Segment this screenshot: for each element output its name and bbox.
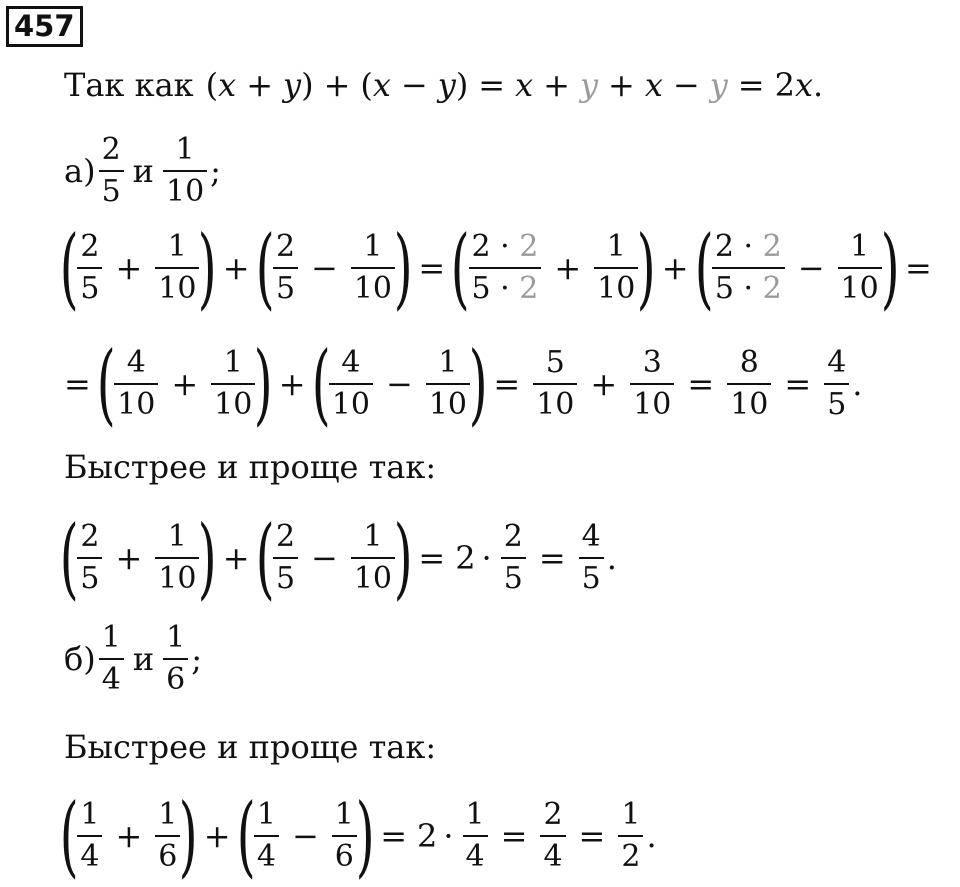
minus: − [311,249,338,287]
plus: + [222,539,250,577]
fraction [163,130,207,212]
numerator: 2 [275,229,296,264]
fraction [329,343,373,425]
denominator: 10 [211,383,255,425]
var-x: x [218,66,237,104]
period: . [646,817,657,855]
denominator: 5 [501,557,526,599]
plus: + [246,66,274,104]
plus: + [203,817,231,855]
left-paren: ( [59,784,79,887]
minus: − [672,66,700,104]
dot: · [481,539,492,577]
fraction [114,343,158,425]
equals: = [493,365,521,403]
denominator: 4 [99,658,124,700]
numerator: 1 [223,345,243,380]
numerator: 4 [126,345,146,380]
denominator: 5 [77,267,102,309]
numerator [469,227,542,267]
numerator: 8 [739,345,759,380]
dot: · [500,271,510,306]
dot: · [443,817,454,855]
var-x: x [515,66,534,104]
fraction [155,227,199,309]
denominator: 10 [594,267,638,309]
denominator: 4 [463,835,488,877]
numerator: 1 [166,620,186,655]
digit: 2 [714,229,734,264]
fraction [273,227,298,309]
fraction [824,343,849,425]
multiplier: 2 [762,229,782,264]
left-paren: ( [236,784,256,887]
fraction [351,227,395,309]
fraction [351,517,395,599]
denominator: 5 [273,557,298,599]
part-b-label: б) [64,640,96,678]
left-paren: ( [96,332,116,435]
part-a-label: а) [64,152,96,190]
intro-prefix: Так как [64,66,194,104]
denominator: 10 [838,267,882,309]
fraction [838,227,882,309]
denominator: 10 [163,170,207,212]
numerator: 1 [101,620,121,655]
denominator: 10 [155,557,199,599]
numerator: 1 [80,797,100,832]
equals: = [380,817,407,855]
var-y: y [437,66,456,104]
equals: = [500,817,528,855]
fraction [273,517,298,599]
paren: ( [205,66,219,104]
minus: − [400,66,428,104]
denominator: 4 [254,835,279,877]
fraction [155,795,180,877]
minus: − [797,249,825,287]
right-paren: ) [637,216,656,319]
multiplier: 2 [519,229,539,264]
dot: · [743,229,754,264]
fraction [727,343,771,425]
fraction [533,343,577,425]
paren: ) [301,66,314,104]
part-a-equation-1 [59,216,942,319]
denominator: 6 [155,835,180,877]
equals: = [538,539,566,577]
fraction [540,795,565,877]
digit: 5 [471,271,491,306]
numerator: 1 [175,132,195,167]
numerator: 1 [256,797,276,832]
denominator: 10 [155,267,199,309]
equals: = [64,365,91,403]
left-paren: ( [450,216,470,319]
plus: + [115,817,143,855]
numerator: 4 [581,519,601,554]
period: . [606,539,617,577]
denominator: 4 [540,835,565,877]
numerator: 1 [621,797,641,832]
numerator [712,227,785,267]
digit: 5 [714,271,734,306]
fraction [99,130,124,212]
right-paren: ) [393,506,413,609]
plus: + [323,66,351,104]
part-a-quick-label: Быстрее и проще так: [64,448,437,486]
numerator: 1 [465,797,485,832]
plus: + [278,365,306,403]
paren: ( [360,66,373,104]
numerator: 2 [101,132,121,167]
equals: = [578,817,606,855]
multiplier: 2 [519,271,539,306]
dot: · [500,229,510,264]
plus: + [661,249,689,287]
plus: + [590,365,618,403]
denominator: 10 [351,267,395,309]
conjunction: и [132,152,154,190]
fraction [332,795,357,877]
period: . [852,365,863,403]
fraction [630,343,674,425]
left-paren: ( [255,506,275,609]
left-paren: ( [59,506,79,609]
denominator: 5 [273,267,298,309]
denominator: 5 [824,383,849,425]
minus: − [291,817,319,855]
numerator: 2 [80,519,100,554]
equals: = [737,66,765,104]
fraction [463,795,488,877]
numerator: 2 [543,797,563,832]
equals: = [418,249,446,287]
numerator: 1 [167,519,187,554]
fraction [155,517,199,599]
part-a-quick-equation [59,506,617,609]
paren: ) [455,66,469,104]
numerator: 1 [606,229,626,264]
equals: = [478,66,506,104]
numerator: 5 [545,345,565,380]
fraction [77,795,102,877]
denominator [469,267,542,309]
part-b-quick-label: Быстрее и проще так: [64,728,437,766]
var-x: x [794,66,814,104]
denominator: 5 [77,557,102,599]
denominator: 6 [163,658,188,700]
semicolon: ; [210,152,221,190]
fraction [77,517,102,599]
coef-2: 2 [774,66,795,104]
minus: − [311,539,338,577]
part-a-header [64,130,221,212]
denominator: 10 [329,383,373,425]
numerator: 1 [167,229,187,264]
intro-line [64,66,823,104]
plus: + [554,249,582,287]
var-y-cancelled: y [579,66,599,104]
denominator: 10 [533,383,577,425]
plus: + [115,249,143,287]
equals: = [687,365,715,403]
conjunction: и [132,640,155,678]
equals: = [418,539,446,577]
fraction [426,343,470,425]
part-b-quick-equation [59,784,657,887]
part-b-header [64,618,202,700]
part-a-equation-2 [64,332,863,435]
left-paren: ( [694,216,714,319]
coef-2: 2 [455,539,476,577]
fraction [501,517,526,599]
denominator: 4 [77,835,102,877]
fraction [163,618,188,700]
plus: + [171,365,199,403]
denominator: 5 [99,170,124,212]
numerator: 4 [341,345,361,380]
fraction [99,618,124,700]
numerator: 3 [642,345,662,380]
fraction [594,227,638,309]
numerator: 1 [438,345,458,380]
plus: + [608,66,635,104]
left-paren: ( [59,216,79,319]
numerator: 1 [363,229,383,264]
right-paren: ) [198,216,218,319]
fraction [579,517,604,599]
right-paren: ) [393,216,413,319]
numerator: 1 [363,519,383,554]
denominator: 6 [332,835,357,877]
right-paren: ) [179,784,198,887]
fraction [254,795,279,877]
plus: + [543,66,570,104]
numerator: 1 [334,797,354,832]
dot: · [743,271,754,306]
right-paren: ) [254,332,273,435]
left-paren: ( [311,332,331,435]
var-y: y [283,66,302,104]
digit: 2 [471,229,491,264]
var-x: x [372,66,391,104]
minus: − [386,365,413,403]
problem-number: 457 [6,6,83,47]
right-paren: ) [355,784,375,887]
var-x: x [644,66,663,104]
fraction [77,227,102,309]
numerator: 2 [503,519,523,554]
right-paren: ) [468,332,488,435]
fraction [618,795,643,877]
right-paren: ) [880,216,900,319]
plus: + [222,249,250,287]
semicolon: ; [191,640,203,678]
denominator: 5 [579,557,604,599]
denominator: 10 [630,383,674,425]
equals: = [905,249,932,287]
period: . [813,66,824,104]
var-y-cancelled: y [709,66,728,104]
numerator: 4 [827,345,847,380]
numerator: 2 [275,519,296,554]
denominator: 10 [727,383,771,425]
denominator: 10 [426,383,470,425]
right-paren: ) [198,506,218,609]
numerator: 2 [80,229,100,264]
plus: + [115,539,143,577]
coef-2: 2 [417,817,438,855]
left-paren: ( [255,216,275,319]
fraction [211,343,255,425]
multiplier: 2 [762,271,782,306]
equals: = [784,365,812,403]
fraction-expanded [712,227,785,309]
denominator: 2 [618,835,643,877]
numerator: 1 [158,797,178,832]
denominator [712,267,785,309]
numerator: 1 [850,229,870,264]
denominator: 10 [351,557,395,599]
denominator: 10 [114,383,158,425]
fraction-expanded [469,227,542,309]
